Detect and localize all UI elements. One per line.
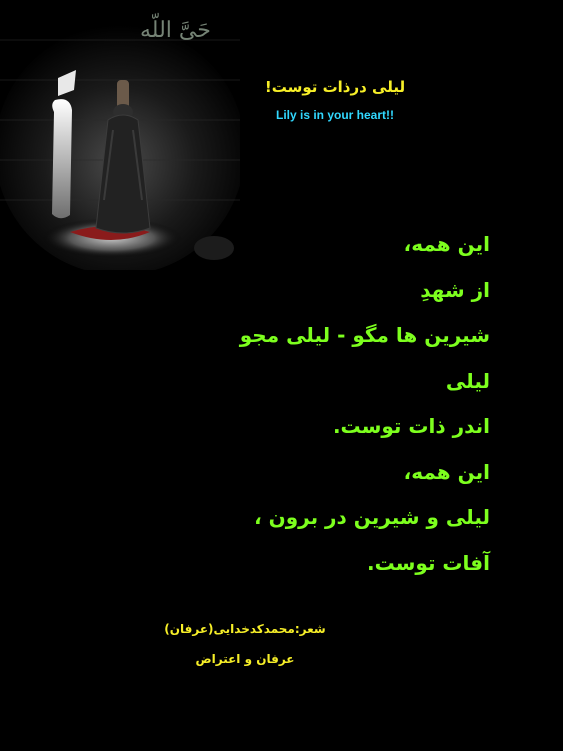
poem-line: این همه،	[403, 459, 490, 484]
poem-line: این همه،	[403, 232, 490, 256]
poem-line: لیلی و شیرین در برون ،	[254, 505, 490, 529]
header-calligraphy: حَیَّ اللّه	[140, 18, 211, 43]
poem-author-credit: شعر:محمدکدخدایی(عرفان)	[164, 622, 326, 636]
poem-line: آفات توست.	[366, 550, 490, 575]
title-english: Lily is in your heart!!	[275, 108, 395, 122]
poem-line: شیرین ها مگو - لیلی مجو	[239, 323, 490, 347]
poem-block	[200, 222, 490, 586]
alif-letter-shape	[52, 99, 72, 218]
poem-line: اندر ذات توست.	[332, 414, 490, 438]
title-persian: لیلی درذات توست!	[264, 78, 406, 96]
poem-line: لیلی	[445, 368, 490, 393]
poem-line: از شهدِ	[420, 277, 490, 302]
book-title-credit: عرفان و اعتراض	[195, 652, 295, 666]
